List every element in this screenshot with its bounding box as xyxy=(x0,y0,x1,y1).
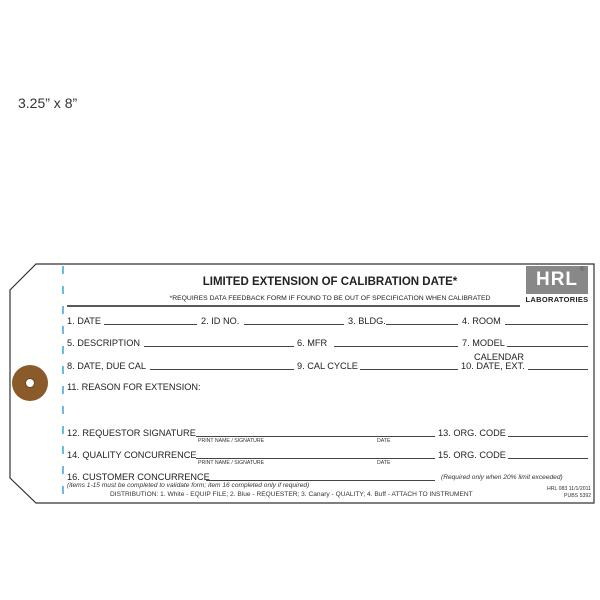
hrl-logo-subtitle: LABORATORIES xyxy=(525,295,589,304)
form-title: LIMITED EXTENSION OF CALIBRATION DATE* xyxy=(202,276,458,288)
pubs-code: PUBS 5392 xyxy=(564,493,592,499)
field-label-room: 4. ROOM xyxy=(462,316,501,326)
field-label-customer-concurrence: 16. CUSTOMER CONCURRENCE xyxy=(67,472,210,482)
tag-size-label: 3.25” x 8” xyxy=(18,95,78,111)
form-subtitle: *REQUIRES DATA FEEDBACK FORM IF FOUND TO BE OUT OF SPECIFICATION WHEN CALIBRATED xyxy=(169,295,491,302)
field-line-date-due-cal[interactable] xyxy=(150,369,294,370)
field-line-org-code-15[interactable] xyxy=(508,458,588,459)
field-area-reason[interactable] xyxy=(203,392,588,393)
date-label-12: DATE xyxy=(377,438,391,444)
required-note: (Required only when 20% limit exceeded) xyxy=(441,474,563,481)
field-label-id-no: 2. ID NO. xyxy=(201,316,240,326)
field-label-calendar: CALENDAR xyxy=(474,352,525,362)
field-line-customer-concurrence[interactable] xyxy=(206,480,435,481)
field-label-model: 7. MODEL xyxy=(462,338,505,348)
field-label-date: 1. DATE xyxy=(67,316,102,326)
field-line-id-no[interactable] xyxy=(244,324,344,325)
date-label-14: DATE xyxy=(377,460,391,466)
field-label-org-code-13: 13. ORG. CODE xyxy=(438,428,506,438)
field-label-bldg: 3. BLDG. xyxy=(348,316,386,326)
grommet-hole xyxy=(25,378,35,388)
field-label-reason: 11. REASON FOR EXTENSION: xyxy=(67,382,201,392)
form-code: HRL 083 11/1/2011 xyxy=(547,486,592,492)
field-label-description: 5. DESCRIPTION xyxy=(67,338,141,348)
field-label-date-ext: 10. DATE, EXT. xyxy=(461,361,525,371)
hrl-logo-text: HRL xyxy=(535,269,579,290)
field-label-date-due-cal: 8. DATE, DUE CAL xyxy=(67,361,146,371)
field-line-date[interactable] xyxy=(104,324,197,325)
field-line-description[interactable] xyxy=(144,346,294,347)
print-name-label-14: PRINT NAME / SIGNATURE xyxy=(198,460,265,466)
field-line-model[interactable] xyxy=(507,346,588,347)
registered-mark: ® xyxy=(580,267,585,273)
field-line-room[interactable] xyxy=(505,324,588,325)
field-label-mfr: 6. MFR xyxy=(297,338,328,348)
field-label-quality-concurrence: 14. QUALITY CONCURRENCE xyxy=(67,450,197,460)
field-label-org-code-15: 15. ORG. CODE xyxy=(438,450,506,460)
field-line-requestor-signature[interactable] xyxy=(196,436,435,437)
field-line-quality-concurrence[interactable] xyxy=(196,458,435,459)
field-label-requestor-signature: 12. REQUESTOR SIGNATURE xyxy=(67,428,196,438)
distribution-note: DISTRIBUTION: 1. White - EQUIP FILE; 2. Blue - REQUESTER; 3. Canary - QUALITY; 4. Buff - ATTACH TO INSTRUMENT xyxy=(110,491,473,498)
field-line-mfr[interactable] xyxy=(334,346,458,347)
field-line-cal-cycle[interactable] xyxy=(360,369,458,370)
items-note: (items 1-15 must be completed to validate form; item 16 completed only if required) xyxy=(67,482,310,489)
field-line-org-code-13[interactable] xyxy=(508,436,588,437)
field-line-bldg[interactable] xyxy=(386,324,458,325)
field-line-date-ext[interactable] xyxy=(528,369,588,370)
print-name-label-12: PRINT NAME / SIGNATURE xyxy=(198,438,265,444)
field-label-cal-cycle: 9. CAL CYCLE xyxy=(297,361,358,371)
